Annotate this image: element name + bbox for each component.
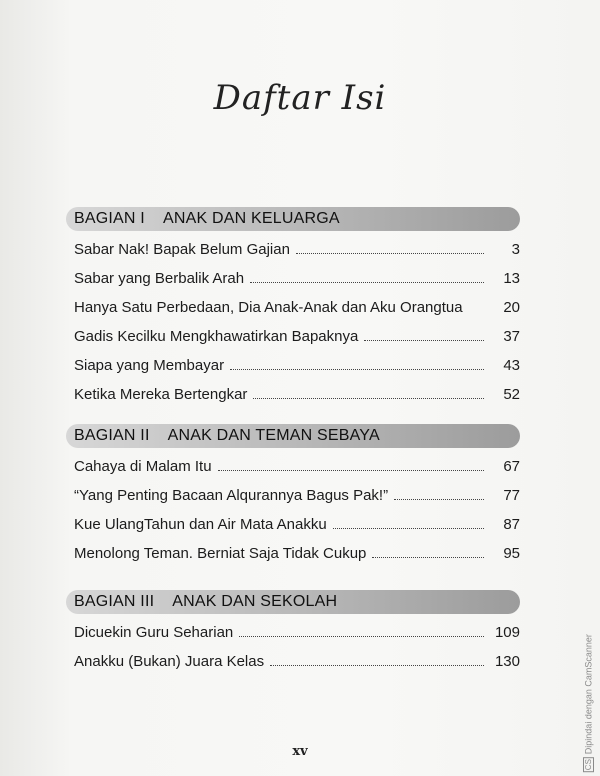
section-bagian-1 [66,207,520,415]
dot-leader [230,369,484,370]
entry-title: Hanya Satu Perbedaan, Dia Anak-Anak dan Aku Orangtua [74,299,463,316]
section-header [66,424,520,448]
section-number: BAGIAN I [74,210,145,227]
entry-title: Gadis Kecilku Mengkhawatirkan Bapaknya [74,328,359,345]
entry-title: “Yang Penting Bacaan Alqurannya Bagus Pak!” [74,487,389,504]
dot-leader [239,636,484,637]
toc-entries [66,624,520,682]
dot-leader [333,528,484,529]
toc-entries [66,458,520,574]
dot-leader [372,557,484,558]
toc-entry[interactable] [74,299,520,328]
toc-entry[interactable] [74,487,520,516]
camscanner-logo-icon: CS [584,758,593,770]
dot-leader [253,398,484,399]
entry-page: 77 [503,487,520,504]
toc-entry[interactable] [74,328,520,357]
entry-title: Ketika Mereka Bertengkar [74,386,248,403]
toc-entry[interactable] [74,545,520,574]
camscanner-text: Dipindai dengan CamScanner [583,633,594,754]
page-title: Daftar Isi [213,78,387,118]
section-name: ANAK DAN TEMAN SEBAYA [167,427,380,444]
entry-title: Menolong Teman. Berniat Saja Tidak Cukup [74,545,367,562]
dot-leader [394,499,484,500]
entry-page: 3 [511,241,520,258]
entry-page: 87 [503,516,520,533]
page-number: xv [292,744,308,759]
entry-title: Kue UlangTahun dan Air Mata Anakku [74,516,327,533]
entry-page: 67 [503,458,520,475]
dot-leader [296,253,484,254]
toc-entry[interactable] [74,357,520,386]
entry-page: 95 [503,545,520,562]
entry-title: Siapa yang Membayar [74,357,225,374]
toc-entry[interactable] [74,458,520,487]
entry-page: 109 [494,624,520,641]
section-bagian-2 [66,424,520,574]
entry-page: 130 [494,653,520,670]
section-number: BAGIAN III [74,593,155,610]
camscanner-watermark [583,634,594,772]
entry-page: 20 [503,299,520,316]
toc-entry[interactable] [74,270,520,299]
entry-title: Sabar yang Berbalik Arah [74,270,245,287]
section-number: BAGIAN II [74,427,150,444]
section-name: ANAK DAN SEKOLAH [172,593,338,610]
toc-entry[interactable] [74,241,520,270]
entry-page: 52 [503,386,520,403]
section-header [66,207,520,231]
toc-entry[interactable] [74,386,520,415]
entry-page: 43 [503,357,520,374]
section-bagian-3 [66,590,520,682]
section-name: ANAK DAN KELUARGA [162,210,340,227]
dot-leader [218,470,484,471]
dot-leader [250,282,484,283]
toc-entry[interactable] [74,624,520,653]
entry-title: Anakku (Bukan) Juara Kelas [74,653,265,670]
toc-entries [66,241,520,415]
section-header [66,590,520,614]
dot-leader [270,665,484,666]
entry-page: 37 [503,328,520,345]
toc-entry[interactable] [74,653,520,682]
entry-title: Cahaya di Malam Itu [74,458,212,475]
dot-leader [364,340,484,341]
entry-title: Dicuekin Guru Seharian [74,624,234,641]
entry-page: 13 [503,270,520,287]
toc-entry[interactable] [74,516,520,545]
entry-title: Sabar Nak! Bapak Belum Gajian [74,241,290,258]
